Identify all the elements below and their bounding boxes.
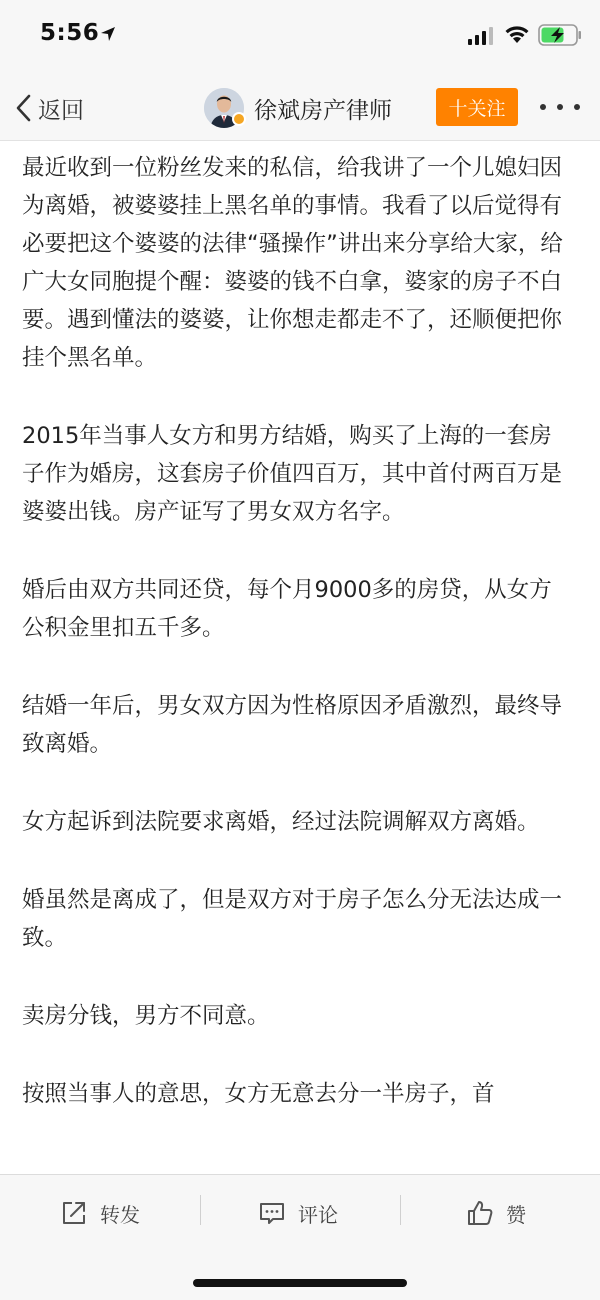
battery-charging-icon	[538, 24, 582, 46]
like-button[interactable]	[466, 1195, 526, 1231]
nav-bar	[0, 76, 600, 141]
dot-icon	[574, 104, 580, 110]
comment-label: 评论	[298, 1202, 338, 1227]
status-time: 5:56	[40, 20, 100, 46]
comment-icon	[258, 1199, 286, 1227]
status-bar	[0, 0, 600, 76]
article-paragraph: 最近收到一位粉丝发来的私信，给我讲了一个儿媳妇因为离婚，被婆婆挂上黑名单的事情。我看了以后觉得有必要把这个婆婆的法律“骚操作”讲出来分享给大家，给广大女同胞提个醒：婆婆的钱不白拿，婆家的房子不白要。遇到懂法的婆婆，让你想走都走不了，还顺便把你挂个黑名单。	[22, 155, 563, 371]
repost-button[interactable]	[60, 1195, 140, 1231]
share-icon	[60, 1199, 88, 1227]
dot-icon	[557, 104, 563, 110]
toolbar-divider	[400, 1195, 401, 1225]
comment-button[interactable]	[258, 1195, 338, 1231]
verified-badge-icon	[232, 112, 246, 126]
back-button[interactable]	[14, 88, 84, 128]
home-indicator[interactable]	[193, 1279, 407, 1287]
dot-icon	[540, 104, 546, 110]
thumbs-up-icon	[466, 1199, 494, 1227]
bottom-toolbar	[0, 1174, 600, 1300]
wifi-icon	[504, 24, 530, 44]
article-paragraph: 婚虽然是离成了，但是双方对于房子怎么分无法达成一致。	[22, 887, 563, 951]
toolbar-divider	[200, 1195, 201, 1225]
article-paragraph: 女方起诉到法院要求离婚，经过法院调解双方离婚。	[22, 809, 540, 835]
article-paragraph: 2015年当事人女方和男方结婚，购买了上海的一套房子作为婚房，这套房子价值四百万，其中首付两百万是婆婆出钱。房产证写了男女双方名字。	[22, 423, 563, 525]
article-paragraph: 卖房分钱，男方不同意。	[22, 1003, 270, 1029]
article-paragraph: 按照当事人的意思，女方无意去分一半房子，首	[22, 1081, 495, 1107]
location-arrow-icon	[100, 26, 116, 42]
author-name[interactable]: 徐斌房产律师	[254, 97, 392, 124]
follow-button[interactable]: 十关注	[436, 88, 518, 126]
article-paragraph: 结婚一年后，男女双方因为性格原因矛盾激烈，最终导致离婚。	[22, 693, 563, 757]
repost-label: 转发	[100, 1202, 140, 1227]
article-paragraph: 婚后由双方共同还贷，每个月9000多的房贷，从女方公积金里扣五千多。	[22, 577, 552, 641]
article-content[interactable]	[0, 141, 600, 1174]
more-options-button[interactable]	[540, 100, 580, 114]
author-profile[interactable]	[204, 85, 392, 131]
chevron-left-icon	[14, 93, 34, 123]
back-label: 返回	[38, 97, 84, 124]
like-label: 赞	[506, 1202, 526, 1227]
cellular-signal-icon	[468, 27, 494, 45]
